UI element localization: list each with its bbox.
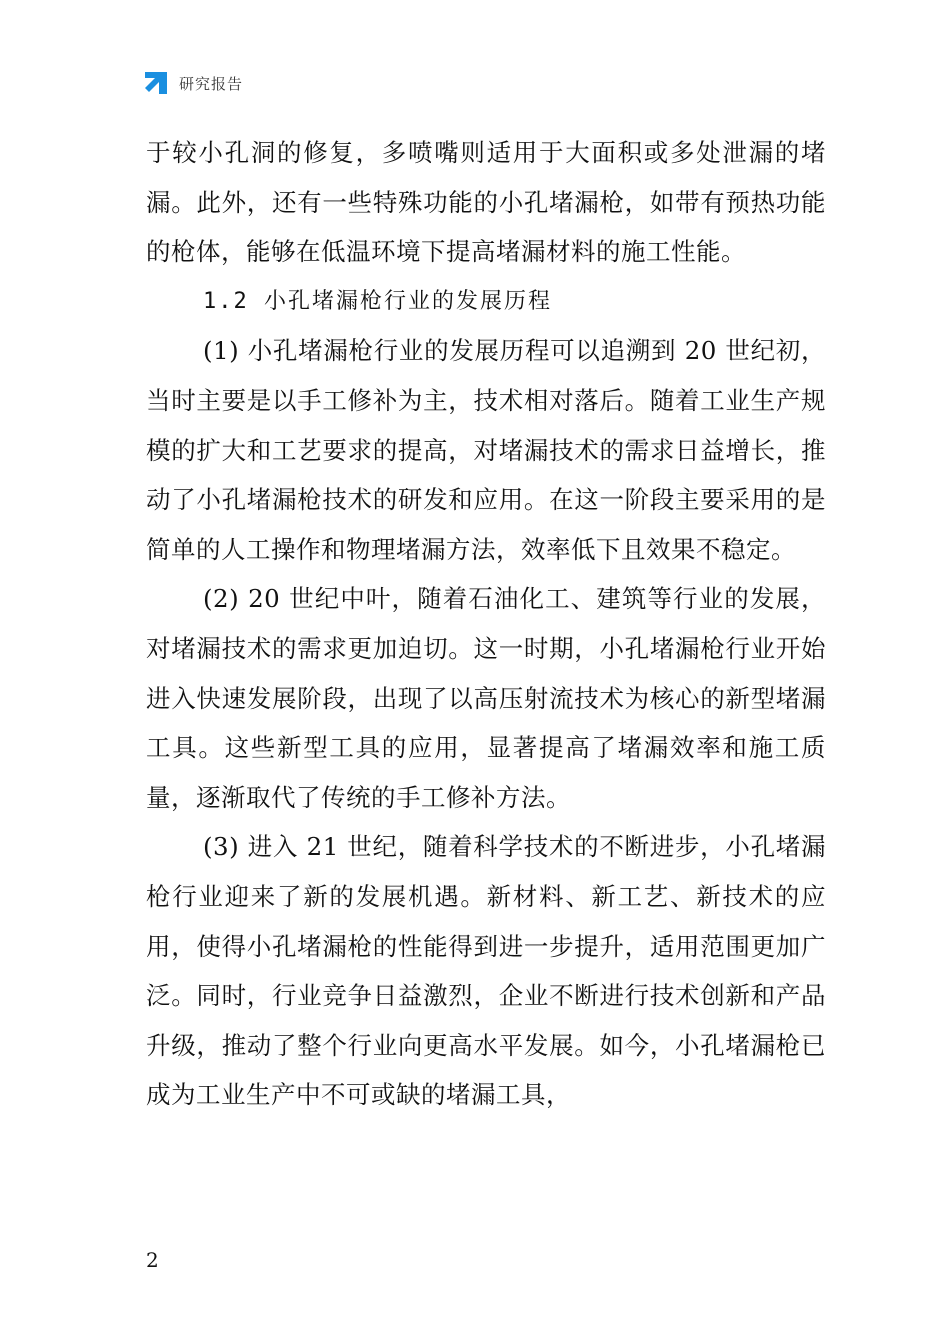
paragraph-3: (3) 进入 21 世纪，随着科学技术的不断进步，小孔堵漏枪行业迎来了新的发展机遇。新材料、新工艺、新技术的应用，使得小孔堵漏枪的性能得到进一步提升，适用范围更加广泛。同时，行业竞争日益激烈，企业不断进行技术创新和产品升级，推动了整个行业向更高水平发展。如今，小孔堵漏枪已成为工业生产中不可或缺的堵漏工具，	[146, 832, 826, 1110]
page-number: 2	[146, 1248, 159, 1272]
section-heading: 1.2 小孔堵漏枪行业的发展历程	[203, 288, 552, 314]
header-title: 研究报告	[179, 74, 244, 93]
page-header	[143, 68, 243, 98]
document-body	[146, 128, 826, 1120]
arrow-up-right-icon	[143, 70, 169, 96]
paragraph-1: (1) 小孔堵漏枪行业的发展历程可以追溯到 20 世纪初，当时主要是以手工修补为主，技术相对落后。随着工业生产规模的扩大和工艺要求的提高，对堵漏技术的需求日益增长，推动了小孔堵漏枪技术的研发和应用。在这一阶段主要采用的是简单的人工操作和物理堵漏方法，效率低下且效果不稳定。	[146, 336, 826, 564]
paragraph-continuation: 于较小孔洞的修复，多喷嘴则适用于大面积或多处泄漏的堵漏。此外，还有一些特殊功能的小孔堵漏枪，如带有预热功能的枪体，能够在低温环境下提高堵漏材料的施工性能。	[146, 138, 826, 267]
paragraph-2: (2) 20 世纪中叶，随着石油化工、建筑等行业的发展，对堵漏技术的需求更加迫切。这一时期，小孔堵漏枪行业开始进入快速发展阶段，出现了以高压射流技术为核心的新型堵漏工具。这些新型工具的应用，显著提高了堵漏效率和施工质量，逐渐取代了传统的手工修补方法。	[146, 584, 826, 812]
